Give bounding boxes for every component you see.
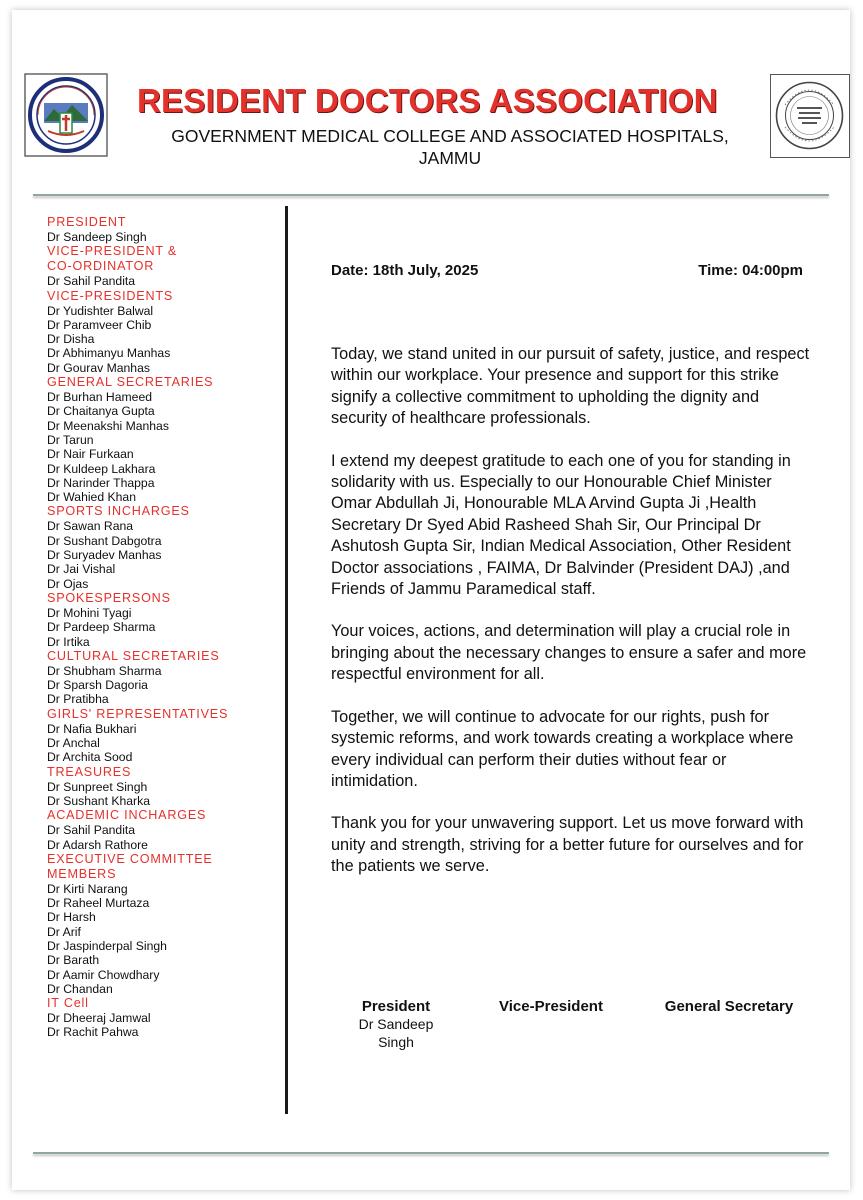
gmc-emblem-logo <box>24 73 108 157</box>
member-name: Dr Gourav Manhas <box>47 360 150 375</box>
member-name: Dr Sandeep Singh <box>47 230 147 244</box>
member-name: Dr Sunpreet Singh <box>47 779 148 794</box>
member-name: Dr Sushant Kharka <box>47 793 150 808</box>
member-name: Dr Disha <box>47 332 95 347</box>
vice-president-signature <box>481 998 621 1015</box>
member-name: Dr Chaitanya Gupta <box>47 404 155 419</box>
member-name: Dr Jaspinderpal Singh <box>47 938 167 953</box>
paragraph: Your voices, actions, and determination will play a crucial role in bringing about the necessary changes to ensure a safer and more respectful environment for all. <box>331 622 807 684</box>
member-name: Dr Aamir Chowdhary <box>47 967 160 982</box>
member-name: Dr Ojas <box>47 576 89 591</box>
section-it-cell <box>47 996 279 1040</box>
signature-name: Dr Sandeep Singh <box>358 1016 434 1050</box>
subtitle-line-1: GOVERNMENT MEDICAL COLLEGE AND ASSOCIATED HOSPITALS, <box>171 126 729 146</box>
office-bearers-list <box>47 215 279 1040</box>
section-title-line-2: CO-ORDINATOR <box>47 259 155 274</box>
section-girls-representatives <box>47 707 279 765</box>
letter-date: Date: 18th July, 2025 <box>331 262 479 279</box>
letter-meta <box>331 262 811 279</box>
signature-role: President <box>361 998 431 1015</box>
section-cultural-secretaries <box>47 649 279 707</box>
member-name: Dr Suryadev Manhas <box>47 548 162 563</box>
member-name: Dr Rachit Pahwa <box>47 1025 139 1040</box>
section-title: PRESIDENT <box>47 215 127 229</box>
member-name: Dr Abhimanyu Manhas <box>47 346 171 361</box>
section-title: SPOKESPERSONS <box>47 590 171 605</box>
association-title: RESIDENT DOCTORS ASSOCIATION <box>137 82 718 119</box>
section-vice-president-coordinator <box>47 244 279 288</box>
section-title: SPORTS INCHARGES <box>47 504 190 519</box>
paragraph: Together, we will continue to advocate for our rights, push for systemic reforms, and work towards creating a workplace where every individual can perform their duties without fear or intimidation. <box>331 707 794 790</box>
member-name: Dr Irtika <box>47 634 90 649</box>
section-treasures <box>47 765 279 809</box>
section-sports-incharges <box>47 504 279 590</box>
section-title: VICE-PRESIDENTS <box>47 288 174 303</box>
footer-rule <box>33 1152 829 1154</box>
letter-time: Time: 04:00pm <box>698 262 803 279</box>
member-name: Dr Shubham Sharma <box>47 663 162 678</box>
section-title: CULTURAL SECRETARIES <box>47 648 220 663</box>
member-name: Dr Paramveer Chib <box>47 317 152 332</box>
member-name: Dr Burhan Hameed <box>47 390 152 405</box>
section-vice-presidents <box>47 289 279 375</box>
member-name: Dr Yudishter Balwal <box>47 303 154 318</box>
member-name: Dr Mohini Tyagi <box>47 605 132 620</box>
signature-block <box>331 998 811 1058</box>
member-name: Dr Adarsh Rathore <box>47 837 148 852</box>
member-name: Dr Chandan <box>47 981 113 996</box>
signature-role: General Secretary <box>664 998 794 1015</box>
member-name: Dr Pardeep Sharma <box>47 620 156 635</box>
signature-role: Vice-President <box>499 998 603 1015</box>
section-executive-committee <box>47 852 279 996</box>
member-name: Dr Narinder Thappa <box>47 475 155 490</box>
date-time-row <box>331 262 803 279</box>
column-divider <box>285 206 288 1114</box>
paragraph: Thank you for your unwavering support. Let us move forward with unity and strength, striving for a better future for ourselves and for the patients we serve. <box>331 814 804 876</box>
member-name: Dr Tarun <box>47 432 94 447</box>
association-seal-logo <box>770 74 850 158</box>
member-name: Dr Archita Sood <box>47 750 133 765</box>
member-name: Dr Sushant Dabgotra <box>47 533 162 548</box>
section-title: IT Cell <box>47 996 89 1011</box>
general-secretary-signature <box>649 998 809 1015</box>
member-name: Dr Kirti Narang <box>47 881 128 896</box>
member-name: Dr Wahied Khan <box>47 490 136 505</box>
member-name: Dr Sahil Pandita <box>47 274 136 289</box>
section-title: ACADEMIC INCHARGES <box>47 808 207 823</box>
section-title-line-2: MEMBERS <box>47 866 117 881</box>
paragraph: I extend my deepest gratitude to each one of you for standing in solidarity with us. Especially to our Honourable Chief Minister Omar Abdullah Ji, Honourable MLA Arvind Gupta Ji ,Health Secretary Dr Syed Abid Rasheed Shah Sir, Our Principal Dr Ashutosh Gupta Sir, Indian Medical Association, Other Resident Doctor associations , FAIMA, Dr Balvinder (President DAJ) ,and Friends of Jammu Paramedical staff. <box>331 451 791 599</box>
member-name: Dr Nafia Bukhari <box>47 721 137 736</box>
section-title: VICE-PRESIDENT & <box>47 244 178 259</box>
member-name: Dr Arif <box>47 924 81 939</box>
member-name: Dr Sparsh Dagoria <box>47 678 148 693</box>
member-name: Dr Sahil Pandita <box>47 823 136 838</box>
member-name: Dr Harsh <box>47 910 96 925</box>
member-name: Dr Kuldeep Lakhara <box>47 461 156 476</box>
section-title: GIRLS' REPRESENTATIVES <box>47 706 229 721</box>
member-name: Dr Dheeraj Jamwal <box>47 1011 151 1026</box>
section-president <box>47 215 279 244</box>
section-academic-incharges <box>47 808 279 852</box>
member-name: Dr Nair Furkaan <box>47 447 134 462</box>
member-name: Dr Jai Vishal <box>47 562 116 577</box>
president-signature <box>343 998 449 1051</box>
section-general-secretaries <box>47 375 279 504</box>
paragraph: Today, we stand united in our pursuit of safety, justice, and respect within our workplace. Your presence and support for this strike signify a collective commitment to upholding the dignity and security of healthcare professionals. <box>331 345 810 428</box>
member-name: Dr Sawan Rana <box>47 519 134 534</box>
section-spokespersons <box>47 591 279 649</box>
member-name: Dr Barath <box>47 953 100 968</box>
letter-body <box>331 344 811 899</box>
section-title: EXECUTIVE COMMITTEE <box>47 851 213 866</box>
member-name: Dr Meenakshi Manhas <box>47 418 169 433</box>
section-title: GENERAL SECRETARIES <box>47 375 214 390</box>
header-rule <box>33 194 829 196</box>
member-name: Dr Pratibha <box>47 692 109 707</box>
college-subtitle <box>130 125 770 169</box>
section-title: TREASURES <box>47 764 132 779</box>
subtitle-line-2: JAMMU <box>418 148 482 168</box>
member-name: Dr Anchal <box>47 736 100 751</box>
member-name: Dr Raheel Murtaza <box>47 896 150 911</box>
